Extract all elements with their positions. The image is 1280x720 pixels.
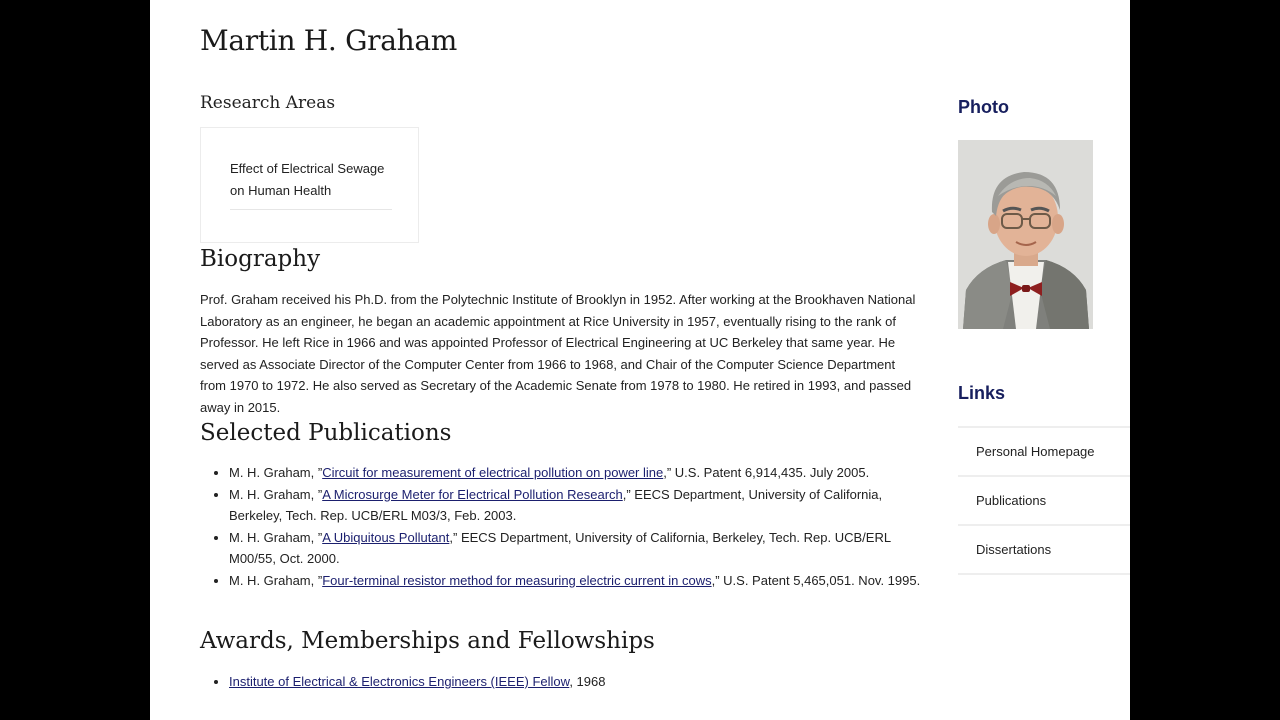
publication-link[interactable]: A Ubiquitous Pollutant xyxy=(322,529,450,545)
research-areas-card xyxy=(200,127,419,243)
link-publications[interactable]: Publications xyxy=(958,477,1130,526)
publications-heading: Selected Publications xyxy=(200,420,452,446)
biography-text: Prof. Graham received his Ph.D. from the Polytechnic Institute of Brooklyn in 1952. After working at the Brookhaven National Laboratory as an engineer, he began an academic appointment at Rice University in 1957, eventually rising to the rank of Professor. He left Rice in 1966 and was appointed Professor of Electrical Engineering at UC Berkeley that same year. He served as Associate Director of the Computer Center from 1966 to 1968, and Chair of the Computer Science Department from 1970 to 1972. He also served as Secretary of the Academic Senate from 1978 to 1980. He retired in 1993, and passed away in 2015. xyxy=(200,292,916,415)
publication-suffix: ,” U.S. Patent 6,914,435. July 2005. xyxy=(663,465,870,480)
link-personal-homepage[interactable]: Personal Homepage xyxy=(958,428,1130,477)
publication-prefix: M. H. Graham, ” xyxy=(229,529,323,545)
awards-heading: Awards, Memberships and Fellowships xyxy=(200,628,655,654)
publication-suffix: ,” U.S. Patent 5,465,051. Nov. 1995. xyxy=(711,572,921,588)
publications-list xyxy=(200,462,929,591)
award-item xyxy=(229,671,929,693)
award-link[interactable]: Institute of Electrical & Electronics Engineers (IEEE) Fellow xyxy=(229,674,570,689)
profile-photo xyxy=(958,140,1093,329)
portrait-illustration xyxy=(958,140,1093,329)
publication-prefix: M. H. Graham, ” xyxy=(229,486,323,502)
profile-page xyxy=(150,0,1130,720)
publication-prefix: M. H. Graham, ” xyxy=(229,465,323,480)
links-heading: Links xyxy=(958,383,1006,403)
publication-prefix: M. H. Graham, ” xyxy=(229,572,323,588)
publication-link[interactable]: Four-terminal resistor method for measuring electric current in cows xyxy=(322,572,712,588)
awards-list xyxy=(200,671,929,693)
publication-suffix: ,” EECS Department, University of California, Berkeley, Tech. Rep. UCB/ERL M00/55, Oct. 2000. xyxy=(229,529,891,566)
publication-link[interactable]: A Microsurge Meter for Electrical Pollution Research xyxy=(322,486,623,502)
research-areas-heading: Research Areas xyxy=(200,93,336,113)
page-title: Martin H. Graham xyxy=(200,24,458,57)
biography-heading: Biography xyxy=(200,246,321,272)
publication-link[interactable]: Circuit for measurement of electrical pollution on power line xyxy=(322,465,664,480)
links-list xyxy=(958,426,1130,575)
publication-suffix: ,” EECS Department, University of California, Berkeley, Tech. Rep. UCB/ERL M03/3, Feb. 2003. xyxy=(229,486,883,523)
publication-item xyxy=(229,570,929,592)
publication-item xyxy=(229,527,929,570)
publication-item xyxy=(229,462,929,484)
award-suffix: , 1968 xyxy=(569,674,606,689)
photo-heading: Photo xyxy=(958,97,1009,117)
research-area-item[interactable]: Effect of Electrical Sewage on Human Health xyxy=(230,158,392,210)
link-dissertations[interactable]: Dissertations xyxy=(958,526,1130,575)
publication-item xyxy=(229,484,929,527)
